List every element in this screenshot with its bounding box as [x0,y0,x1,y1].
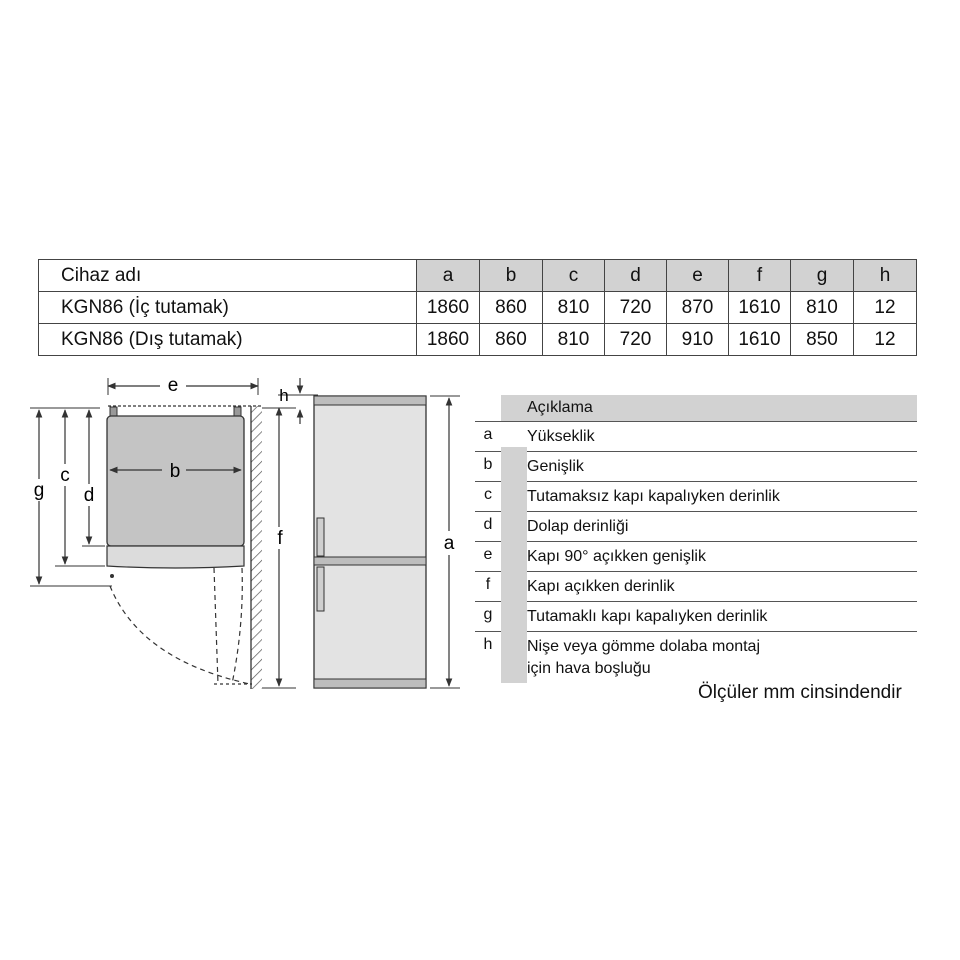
table-cell: 860 [480,324,543,356]
table-cell: 910 [667,324,729,356]
legend-item [475,541,917,571]
legend-key: d [475,512,501,538]
column-header: c [543,260,605,292]
table-cell: 860 [480,292,543,324]
legend-text: Kapı 90° açıkken genişlik [527,548,706,565]
legend-item [475,601,917,631]
label-d: d [83,485,95,506]
table-cell: 870 [667,292,729,324]
legend-text: Nişe veya gömme dolaba montaj için hava boşluğu [527,638,761,677]
column-header: g [791,260,854,292]
label-b: b [169,461,181,482]
column-header: f [729,260,791,292]
legend-key: f [475,572,501,598]
legend-item [475,481,917,511]
handle-upper [317,518,324,556]
label-f: f [277,528,283,549]
legend-header [475,395,917,421]
label-e: e [167,375,179,396]
column-header: b [480,260,543,292]
table-cell: 720 [605,292,667,324]
table-row [39,292,917,324]
legend-item [475,451,917,481]
wall-hatch [251,406,262,689]
table-cell: 1610 [729,324,791,356]
table-cell: 720 [605,324,667,356]
legend-title: Açıklama [527,395,917,421]
legend-text: Tutamaksız kapı kapalıyken derinlik [527,488,780,505]
legend-grey-column [501,447,527,683]
legend-item [475,421,917,451]
legend-text: Kapı açıkken derinlik [527,578,675,595]
door-closed [107,546,244,568]
legend-key: h [475,632,501,658]
table-cell: 850 [791,324,854,356]
legend-item [475,571,917,601]
device-name-header: Cihaz adı [39,260,417,292]
legend-text: Yükseklik [527,428,595,445]
legend-key: g [475,602,501,628]
table-header-row [39,260,917,292]
table-row [39,324,917,356]
legend-key: e [475,542,501,568]
label-g: g [33,480,45,501]
column-header: h [854,260,917,292]
top-view [28,374,296,689]
column-header: a [417,260,480,292]
label-a: a [443,533,455,554]
handle-lower [317,567,324,611]
legend-key: a [475,422,501,448]
legend-item [475,511,917,541]
table-cell: 810 [543,324,605,356]
legend-text: Genişlik [527,458,584,475]
legend [475,395,917,683]
legend-key: c [475,482,501,508]
table-cell: 1860 [417,324,480,356]
table-cell: 810 [791,292,854,324]
fridge-side-body [314,396,426,688]
device-name: KGN86 (Dış tutamak) [39,324,417,356]
table-cell: 810 [543,292,605,324]
table-cell: 1610 [729,292,791,324]
fridge-dimension-diagram [0,360,470,710]
units-note: Ölçüler mm cinsindendir [698,682,902,703]
legend-item [475,631,917,683]
label-h: h [279,386,289,405]
dimensions-table [38,259,917,356]
table-cell: 1860 [417,292,480,324]
table-cell: 12 [854,324,917,356]
side-view [278,378,460,688]
label-c: c [60,465,70,486]
legend-key: b [475,452,501,478]
column-header: d [605,260,667,292]
device-name: KGN86 (İç tutamak) [39,292,417,324]
table-cell: 12 [854,292,917,324]
legend-text: Tutamaklı kapı kapalıyken derinlik [527,608,768,625]
column-header: e [667,260,729,292]
legend-text: Dolap derinliği [527,518,629,535]
